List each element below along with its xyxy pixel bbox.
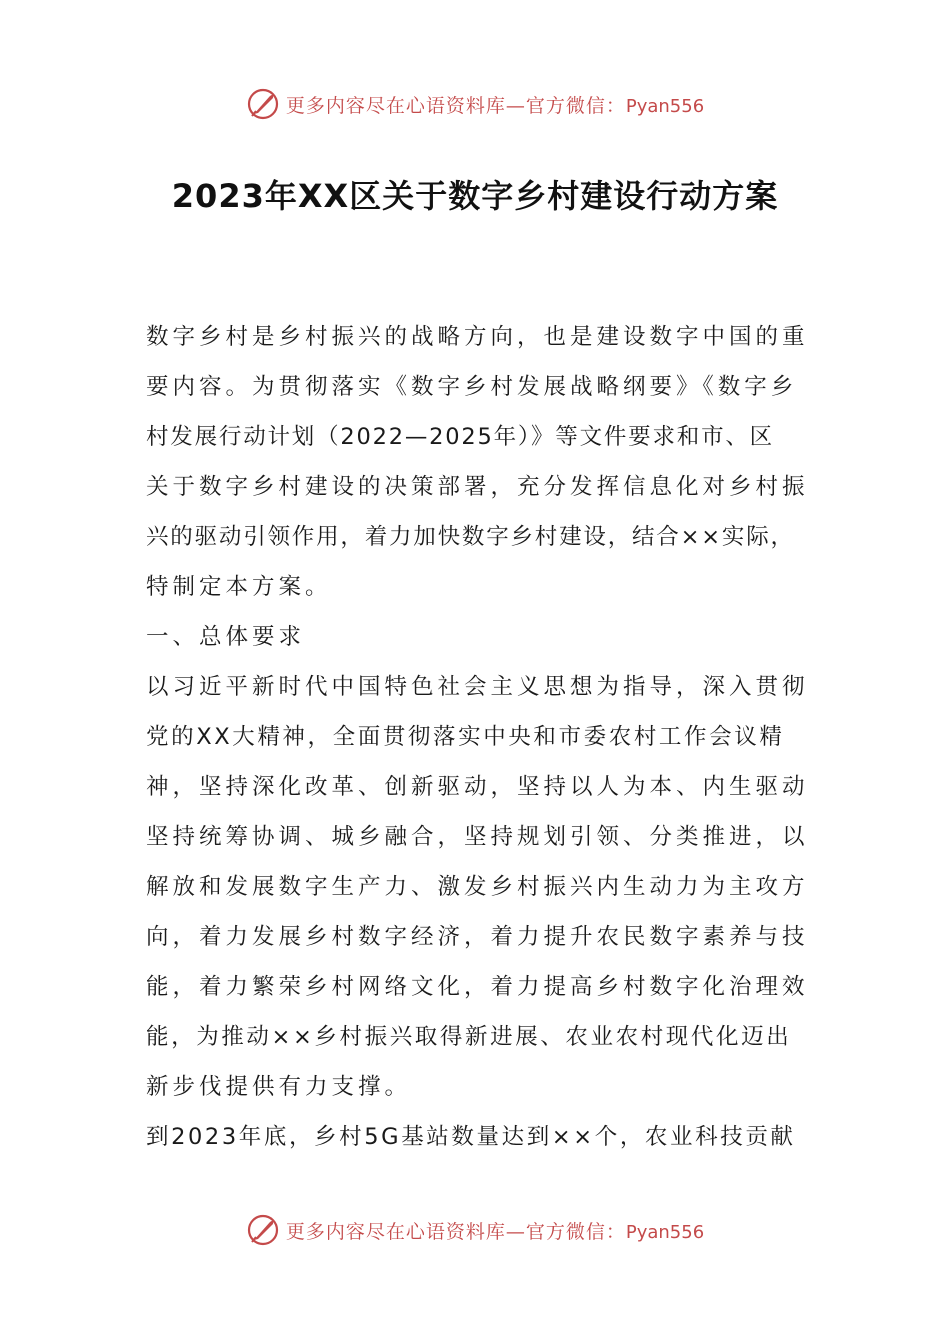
paragraph-line: 数字乡村是乡村振兴的战略方向，也是建设数字中国的重 <box>146 324 809 350</box>
footer-watermark-banner <box>0 1210 950 1250</box>
paragraph-line: 解放和发展数字生产力、激发乡村振兴内生动力为主攻方 <box>146 874 809 900</box>
paragraph-line: 坚持统筹协调、城乡融合，坚持规划引领、分类推进，以 <box>146 824 809 850</box>
section-heading: 一、总体要求 <box>146 624 306 650</box>
paragraph-line: 党的XX大精神，全面贯彻落实中央和市委农村工作会议精 <box>146 724 785 750</box>
paragraph-line: 特制定本方案。 <box>146 574 332 600</box>
paragraph-line: 向，着力发展乡村数字经济，着力提升农民数字素养与技 <box>146 924 809 950</box>
paragraph-line: 村发展行动计划（2022—2025年）》等文件要求和市、区 <box>146 424 774 450</box>
document-body <box>146 312 810 1162</box>
banner-wechat-id: Pyan556 <box>625 1221 705 1243</box>
quill-pen-logo-icon <box>246 87 280 121</box>
banner-text <box>286 91 704 118</box>
paragraph-line: 以习近平新时代中国特色社会主义思想为指导，深入贯彻 <box>146 674 809 700</box>
paragraph-line: 神，坚持深化改革、创新驱动，坚持以人为本、内生驱动 <box>146 774 809 800</box>
paragraph-line: 关于数字乡村建设的决策部署，充分发挥信息化对乡村振 <box>146 474 809 500</box>
banner-promo-text: 更多内容尽在心语资料库—官方微信： <box>285 1220 626 1243</box>
banner-text <box>286 1217 704 1244</box>
paragraph-line: 能，着力繁荣乡村网络文化，着力提高乡村数字化治理效 <box>146 974 809 1000</box>
paragraph-line: 到2023年底，乡村5G基站数量达到××个，农业科技贡献 <box>146 1124 796 1150</box>
paragraph-line: 兴的驱动引领作用，着力加快数字乡村建设，结合××实际， <box>146 524 795 550</box>
quill-pen-logo-icon <box>246 1213 280 1247</box>
document-title: 2023年XX区关于数字乡村建设行动方案 <box>171 177 779 215</box>
paragraph-line: 能，为推动××乡村振兴取得新进展、农业农村现代化迈出 <box>146 1024 792 1050</box>
banner-wechat-id: Pyan556 <box>625 95 705 117</box>
paragraph-line: 新步伐提供有力支撑。 <box>146 1074 412 1100</box>
paragraph-line: 要内容。为贯彻落实《数字乡村发展战略纲要》《数字乡 <box>146 374 798 400</box>
banner-promo-text: 更多内容尽在心语资料库—官方微信： <box>285 94 626 117</box>
header-watermark-banner <box>0 84 950 124</box>
